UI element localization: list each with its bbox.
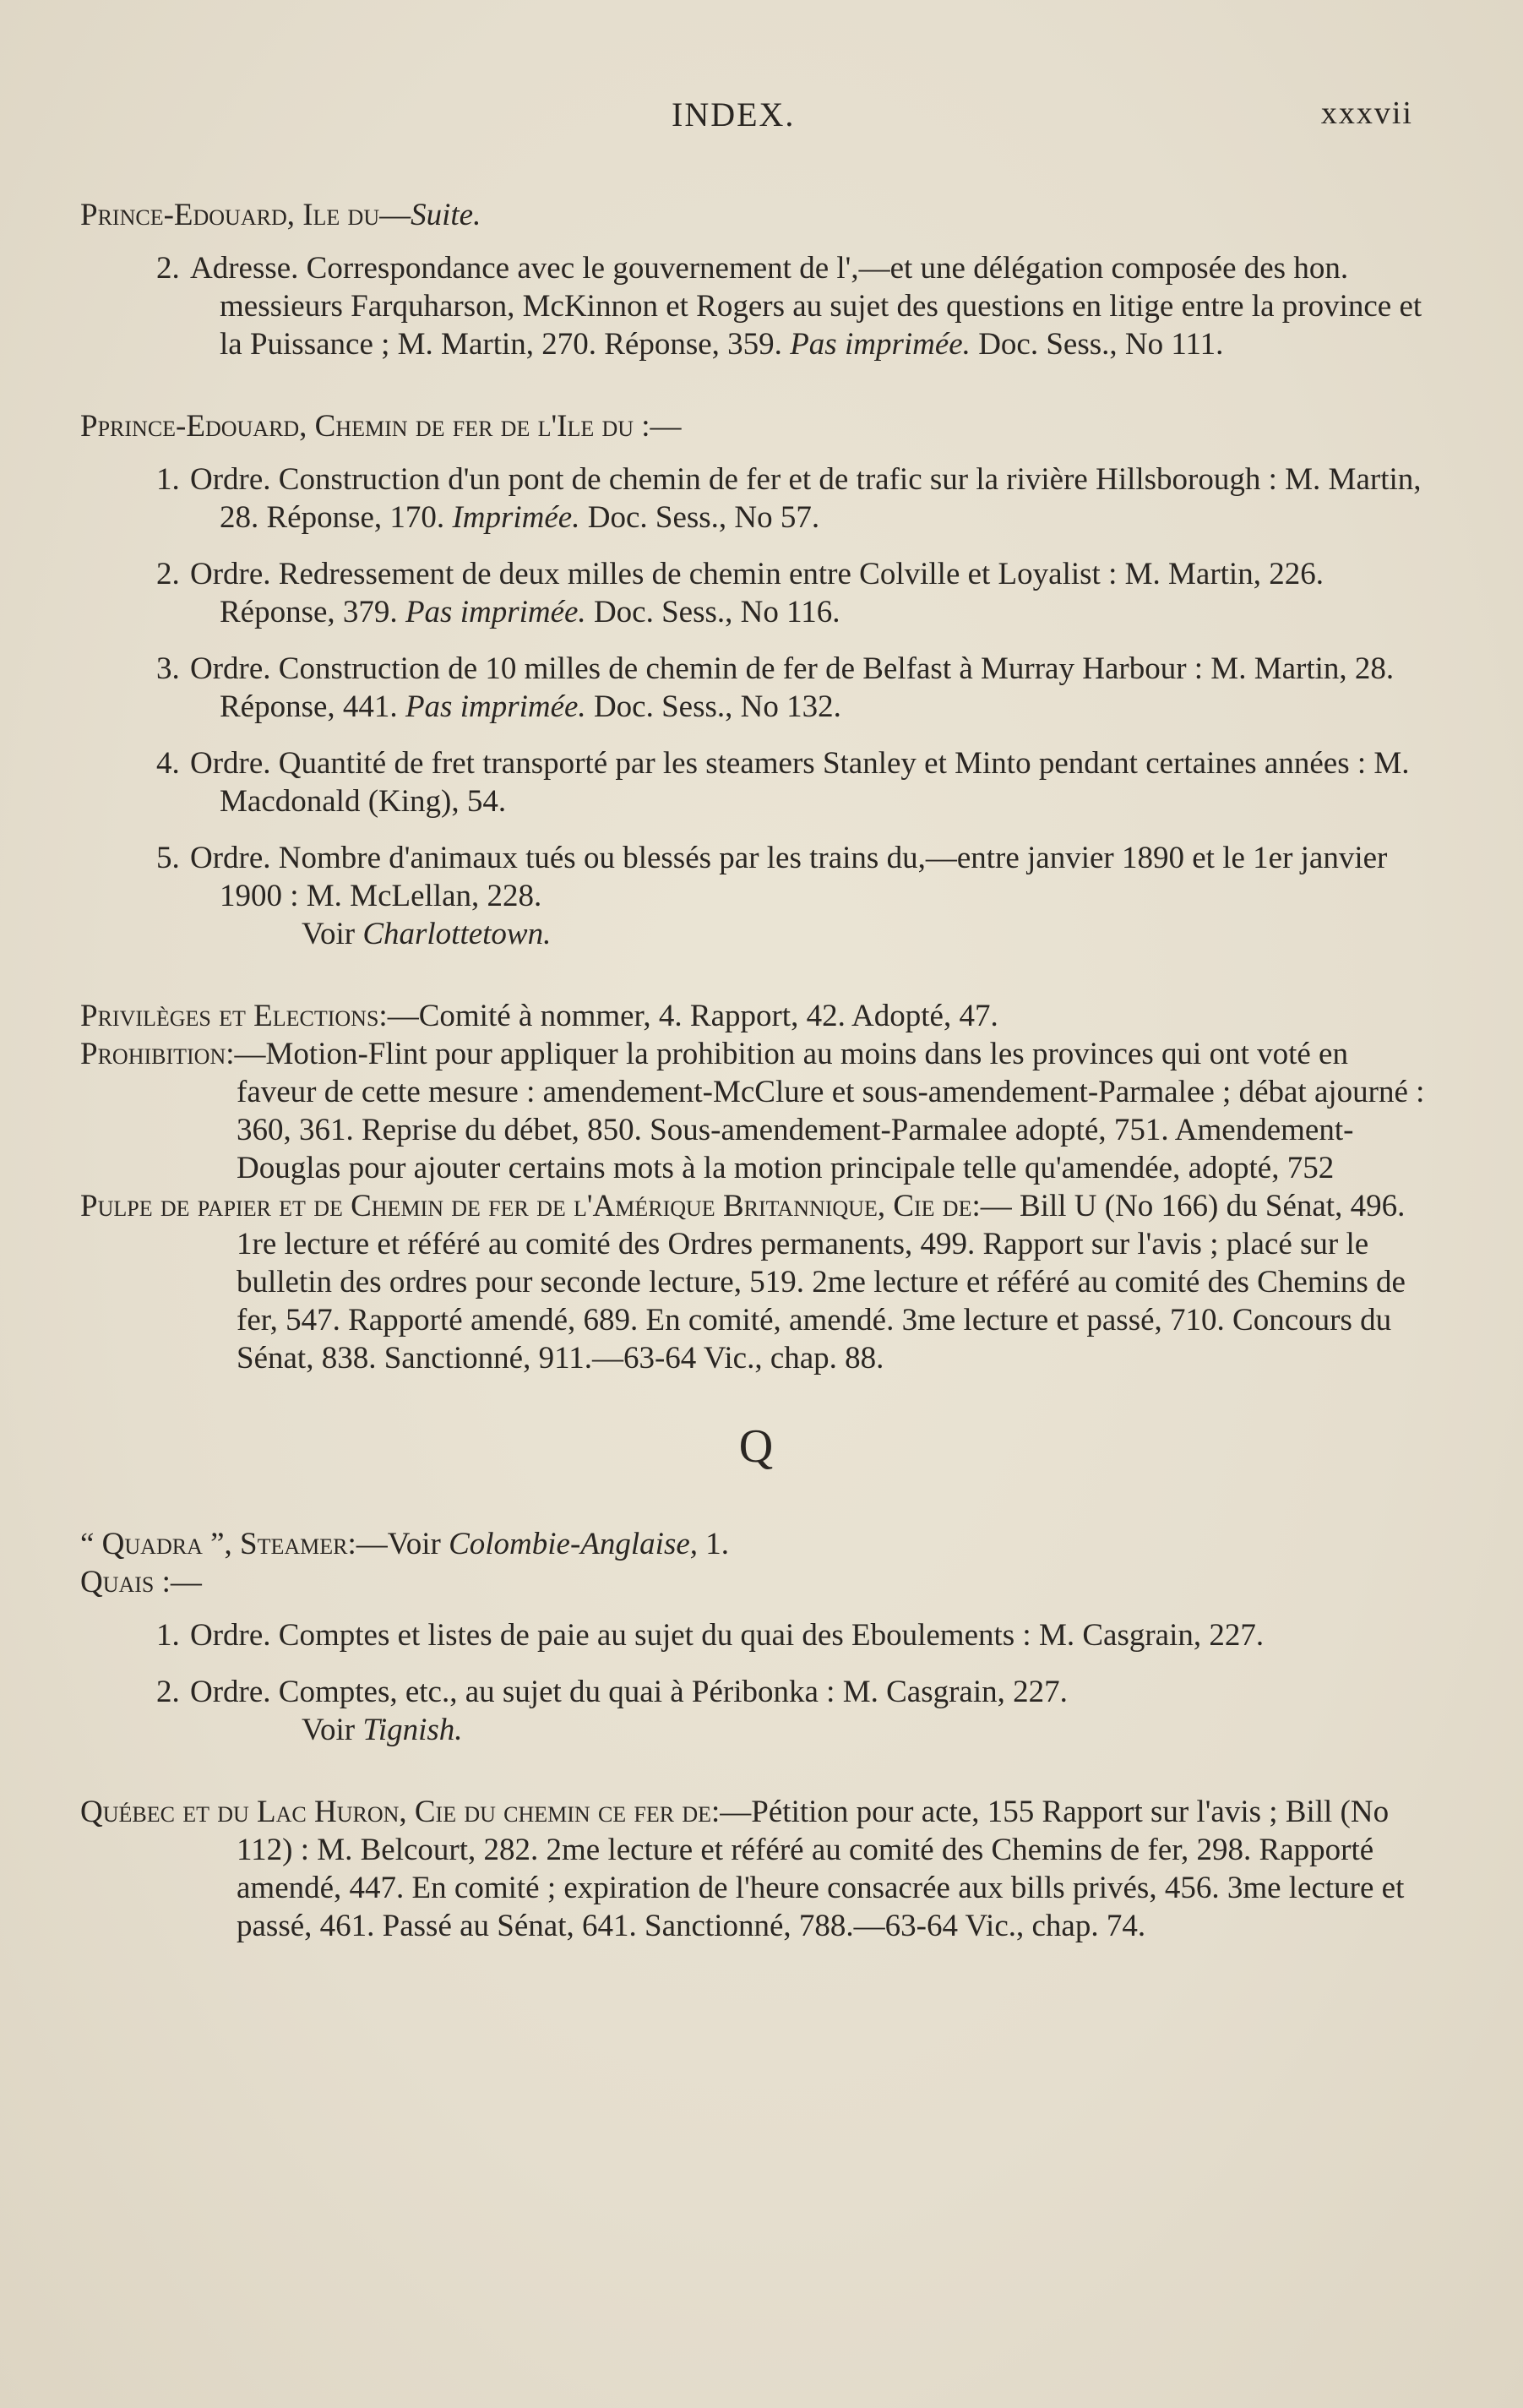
list-item: 3. Ordre. Construction de 10 milles de chemin de fer de Belfast à Murray Harbour : M. Martin, 28. Réponse, 441. Pas imprimée. Doc. Sess., No 132. — [156, 651, 1395, 724]
see-also-reference: Voir Charlottetown. — [302, 917, 552, 951]
entry-heading: Prince-Edouard, Ile du—Suite. — [80, 198, 481, 232]
list-item: 1. Ordre. Comptes et listes de paie au sujet du quai des Eboulements : M. Casgrain, 227. — [156, 1618, 1265, 1653]
index-entry-quebec-lac-huron: Québec et du Lac Huron, Cie du chemin ce fer de:—Pétition pour acte, 155 Rapport sur l'avis ; Bill (No 112) : M. Belcourt, 282. 2me lecture et référé au comité des Chemins de fer, 298. Rapporté amendé, 447. En comité ; expiration de l'heure consacrée aux bills privés, 456. 3me lecture et passé, 461. Passé au Sénat, 641. Sanctionné, 788.—63-64 Vic., chap. 74. — [80, 1795, 1405, 1943]
page-title: INDEX. — [672, 95, 796, 133]
index-entry-quadra: “ Quadra ”, Steamer:—Voir Colombie-Anglaise, 1. — [80, 1527, 730, 1561]
list-item: 5. Ordre. Nombre d'animaux tués ou blessés par les trains du,—entre janvier 1890 et le 1er janvier 1900 : M. McLellan, 228. — [156, 841, 1388, 913]
entry-heading: Quais :— — [80, 1565, 202, 1599]
index-entry-chemin-de-fer — [80, 407, 1432, 953]
list-item: 2. Ordre. Comptes, etc., au sujet du quai à Péribonka : M. Casgrain, 227. — [156, 1675, 1068, 1709]
see-also-reference: Voir Tignish. — [302, 1713, 463, 1747]
list-item: 2. Adresse. Correspondance avec le gouvernement de l',—et une délégation composée des hon. messieurs Farquharson, McKinnon et Rogers au sujet des questions en litige entre la province et la Puissance ; M. Martin, 270. Réponse, 359. Pas imprimée. Doc. Sess., No 111. — [156, 251, 1422, 362]
entry-items — [80, 460, 1432, 915]
entry-heading: Pprince-Edouard, Chemin de fer de l'Ile du :— — [80, 409, 682, 444]
list-item: 1. Ordre. Construction d'un pont de chemin de fer et de trafic sur la rivière Hillsborough : M. Martin, 28. Réponse, 170. Imprimée. Doc. Sess., No 57. — [156, 462, 1422, 535]
index-entry-prohibition: Prohibition:—Motion-Flint pour appliquer la prohibition au moins dans les provinces qui ont voté en faveur de cette mesure : amendement-McClure et sous-amendement-Parmalee ; débat ajourné : 360, 361. Reprise du débet, 850. Sous-amendement-Parmalee adopté, 751. Amendement-Douglas pour ajouter certains mots à la motion principale telle qu'amendée, adopté, 752 — [80, 1037, 1425, 1185]
index-entry-quais — [80, 1563, 1432, 1749]
running-head — [76, 95, 1413, 145]
list-item: 2. Ordre. Redressement de deux milles de chemin entre Colville et Loyalist : M. Martin, 226. Réponse, 379. Pas imprimée. Doc. Sess., No 116. — [156, 557, 1324, 629]
entry-items — [80, 249, 1432, 363]
index-entry-privileges: Privilèges et Elections:—Comité à nommer, 4. Rapport, 42. Adopté, 47. — [80, 999, 998, 1033]
entry-items — [80, 1616, 1432, 1711]
index-entry-prince-edouard-ile — [80, 196, 1432, 363]
list-item: 4. Ordre. Quantité de fret transporté par les steamers Stanley et Minto pendant certaines années : M. Macdonald (King), 54. — [156, 746, 1410, 819]
section-letter: Q — [738, 1420, 774, 1473]
page-number: xxxvii — [1320, 95, 1413, 131]
index-entry-pulpe-de-papier: Pulpe de papier et de Chemin de fer de l'Amérique Britannique, Cie de:— Bill U (No 166) du Sénat, 496. 1re lecture et référé au comité des Ordres permanents, 499. Rapport sur l'avis ; placé sur le bulletin des ordres pour seconde lecture, 519. 2me lecture et référé au comité des Chemins de fer, 547. Rapporté amendé, 689. En comité, amendé. 3me lecture et passé, 710. Concours du Sénat, 838. Sanctionné, 911.—63-64 Vic., chap. 88. — [80, 1189, 1406, 1376]
index-content — [80, 196, 1432, 1945]
